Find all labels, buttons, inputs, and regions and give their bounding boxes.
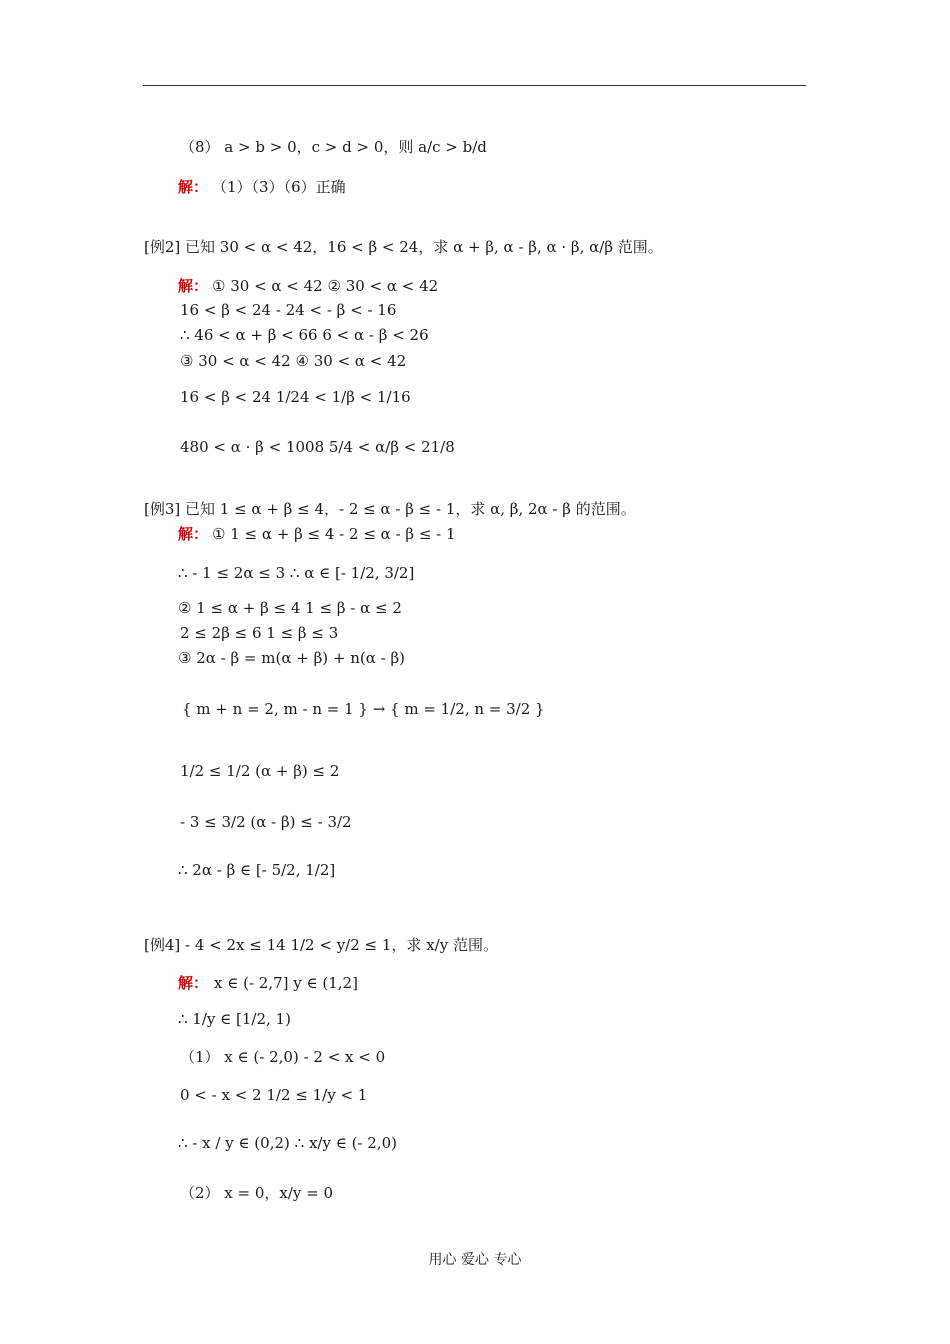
- text-line: { m + n = 2, m - n = 1 } → { m = 1/2, n = 3/2 }: [182, 700, 545, 718]
- solution-label: 解：: [178, 974, 209, 992]
- text-line: ∴ 46 < α + β < 66 6 < α - β < 26: [180, 326, 429, 344]
- text-line: x ∈ (- 2,7] y ∈ (1,2]: [214, 974, 358, 992]
- text-line: ∴ 2α - β ∈ [- 5/2, 1/2]: [178, 861, 336, 879]
- example-heading: [例4] - 4 < 2x ≤ 14 1/2 < y/2 ≤ 1，求 x/y 范围。: [144, 936, 498, 954]
- page-footer: 用心 爱心 专心: [428, 1252, 522, 1268]
- solution-label: 解：: [178, 178, 209, 196]
- text-line: （1）（3）（6）正确: [212, 178, 346, 196]
- text-line: （1） x ∈ (- 2,0) - 2 < x < 0: [180, 1048, 386, 1066]
- text-line: （2） x = 0，x/y = 0: [180, 1184, 334, 1202]
- text-line: 0 < - x < 2 1/2 ≤ 1/y < 1: [180, 1086, 368, 1104]
- text-line: 2 ≤ 2β ≤ 6 1 ≤ β ≤ 3: [180, 624, 339, 642]
- text-line: （8） a > b > 0，c > d > 0，则 a/c > b/d: [180, 138, 487, 156]
- text-line: ∴ 1/y ∈ [1/2, 1): [178, 1010, 291, 1028]
- text-line: ③ 30 < α < 42 ④ 30 < α < 42: [180, 352, 407, 370]
- text-line: ∴ - 1 ≤ 2α ≤ 3 ∴ α ∈ [- 1/2, 3/2]: [178, 564, 415, 582]
- text-line: 1/2 ≤ 1/2 (α + β) ≤ 2: [180, 762, 340, 780]
- text-line: 480 < α · β < 1008 5/4 < α/β < 21/8: [180, 438, 455, 456]
- header-rule: [143, 85, 806, 86]
- text-line: ∴ - x / y ∈ (0,2) ∴ x/y ∈ (- 2,0): [178, 1134, 397, 1152]
- text-line: ② 1 ≤ α + β ≤ 4 1 ≤ β - α ≤ 2: [178, 599, 402, 617]
- solution-label: 解：: [178, 525, 209, 543]
- example-heading: [例2] 已知 30 < α < 42，16 < β < 24，求 α + β, α - β, α · β, α/β 范围。: [144, 238, 663, 256]
- text-line: ① 1 ≤ α + β ≤ 4 - 2 ≤ α - β ≤ - 1: [212, 525, 456, 543]
- text-line: ③ 2α - β = m(α + β) + n(α - β): [178, 649, 405, 667]
- solution-label: 解：: [178, 277, 209, 295]
- text-line: 16 < β < 24 1/24 < 1/β < 1/16: [180, 388, 411, 406]
- example-heading: [例3] 已知 1 ≤ α + β ≤ 4，- 2 ≤ α - β ≤ - 1，求 α, β, 2α - β 的范围。: [144, 500, 636, 518]
- text-line: - 3 ≤ 3/2 (α - β) ≤ - 3/2: [180, 813, 352, 831]
- text-line: 16 < β < 24 - 24 < - β < - 16: [180, 301, 397, 319]
- text-line: ① 30 < α < 42 ② 30 < α < 42: [212, 277, 439, 295]
